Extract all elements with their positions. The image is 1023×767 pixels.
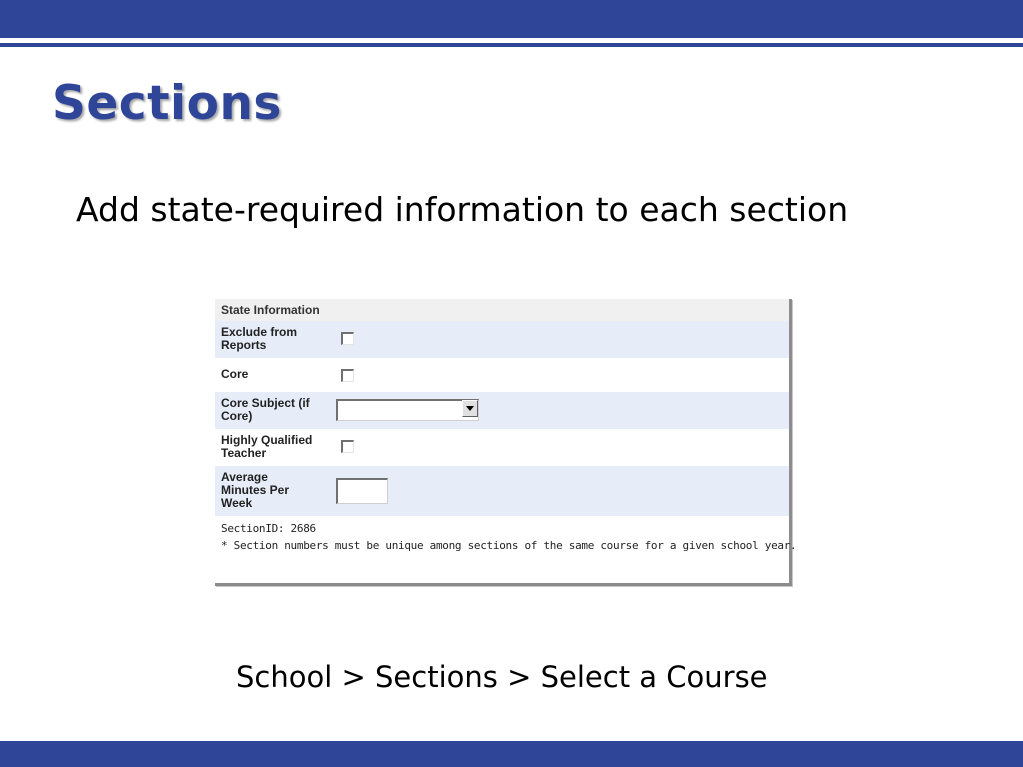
field-row-average-minutes-per-week bbox=[215, 466, 789, 516]
top-divider bbox=[0, 43, 1023, 47]
state-information-panel bbox=[215, 299, 797, 586]
slide-title: Sections bbox=[52, 76, 282, 131]
average-minutes-per-week-input[interactable] bbox=[336, 478, 388, 504]
top-banner bbox=[0, 0, 1023, 38]
slide-subtitle: Add state-required information to each section bbox=[76, 190, 849, 229]
average-minutes-per-week-label: Average Minutes Per Week bbox=[221, 470, 290, 510]
section-id-text: SectionID: 2686 bbox=[221, 522, 316, 535]
field-row-exclude-from-reports bbox=[215, 321, 789, 358]
highly-qualified-teacher-checkbox[interactable] bbox=[341, 440, 354, 453]
field-row-highly-qualified-teacher bbox=[215, 429, 789, 466]
navigation-path: School > Sections > Select a Course bbox=[236, 660, 768, 694]
core-label: Core bbox=[221, 367, 249, 381]
field-row-core-subject bbox=[215, 392, 789, 429]
chevron-down-icon[interactable] bbox=[462, 400, 478, 417]
panel-header: State Information bbox=[215, 299, 789, 321]
core-checkbox[interactable] bbox=[341, 369, 354, 382]
bottom-banner bbox=[0, 741, 1023, 767]
highly-qualified-teacher-label: Highly Qualified Teacher bbox=[221, 433, 313, 460]
section-number-note: * Section numbers must be unique among sections of the same course for a given school year. bbox=[221, 539, 797, 552]
exclude-from-reports-label: Exclude from Reports bbox=[221, 325, 298, 352]
exclude-from-reports-checkbox[interactable] bbox=[341, 332, 354, 345]
field-row-core bbox=[215, 358, 789, 392]
core-subject-label: Core Subject (if Core) bbox=[221, 396, 310, 423]
